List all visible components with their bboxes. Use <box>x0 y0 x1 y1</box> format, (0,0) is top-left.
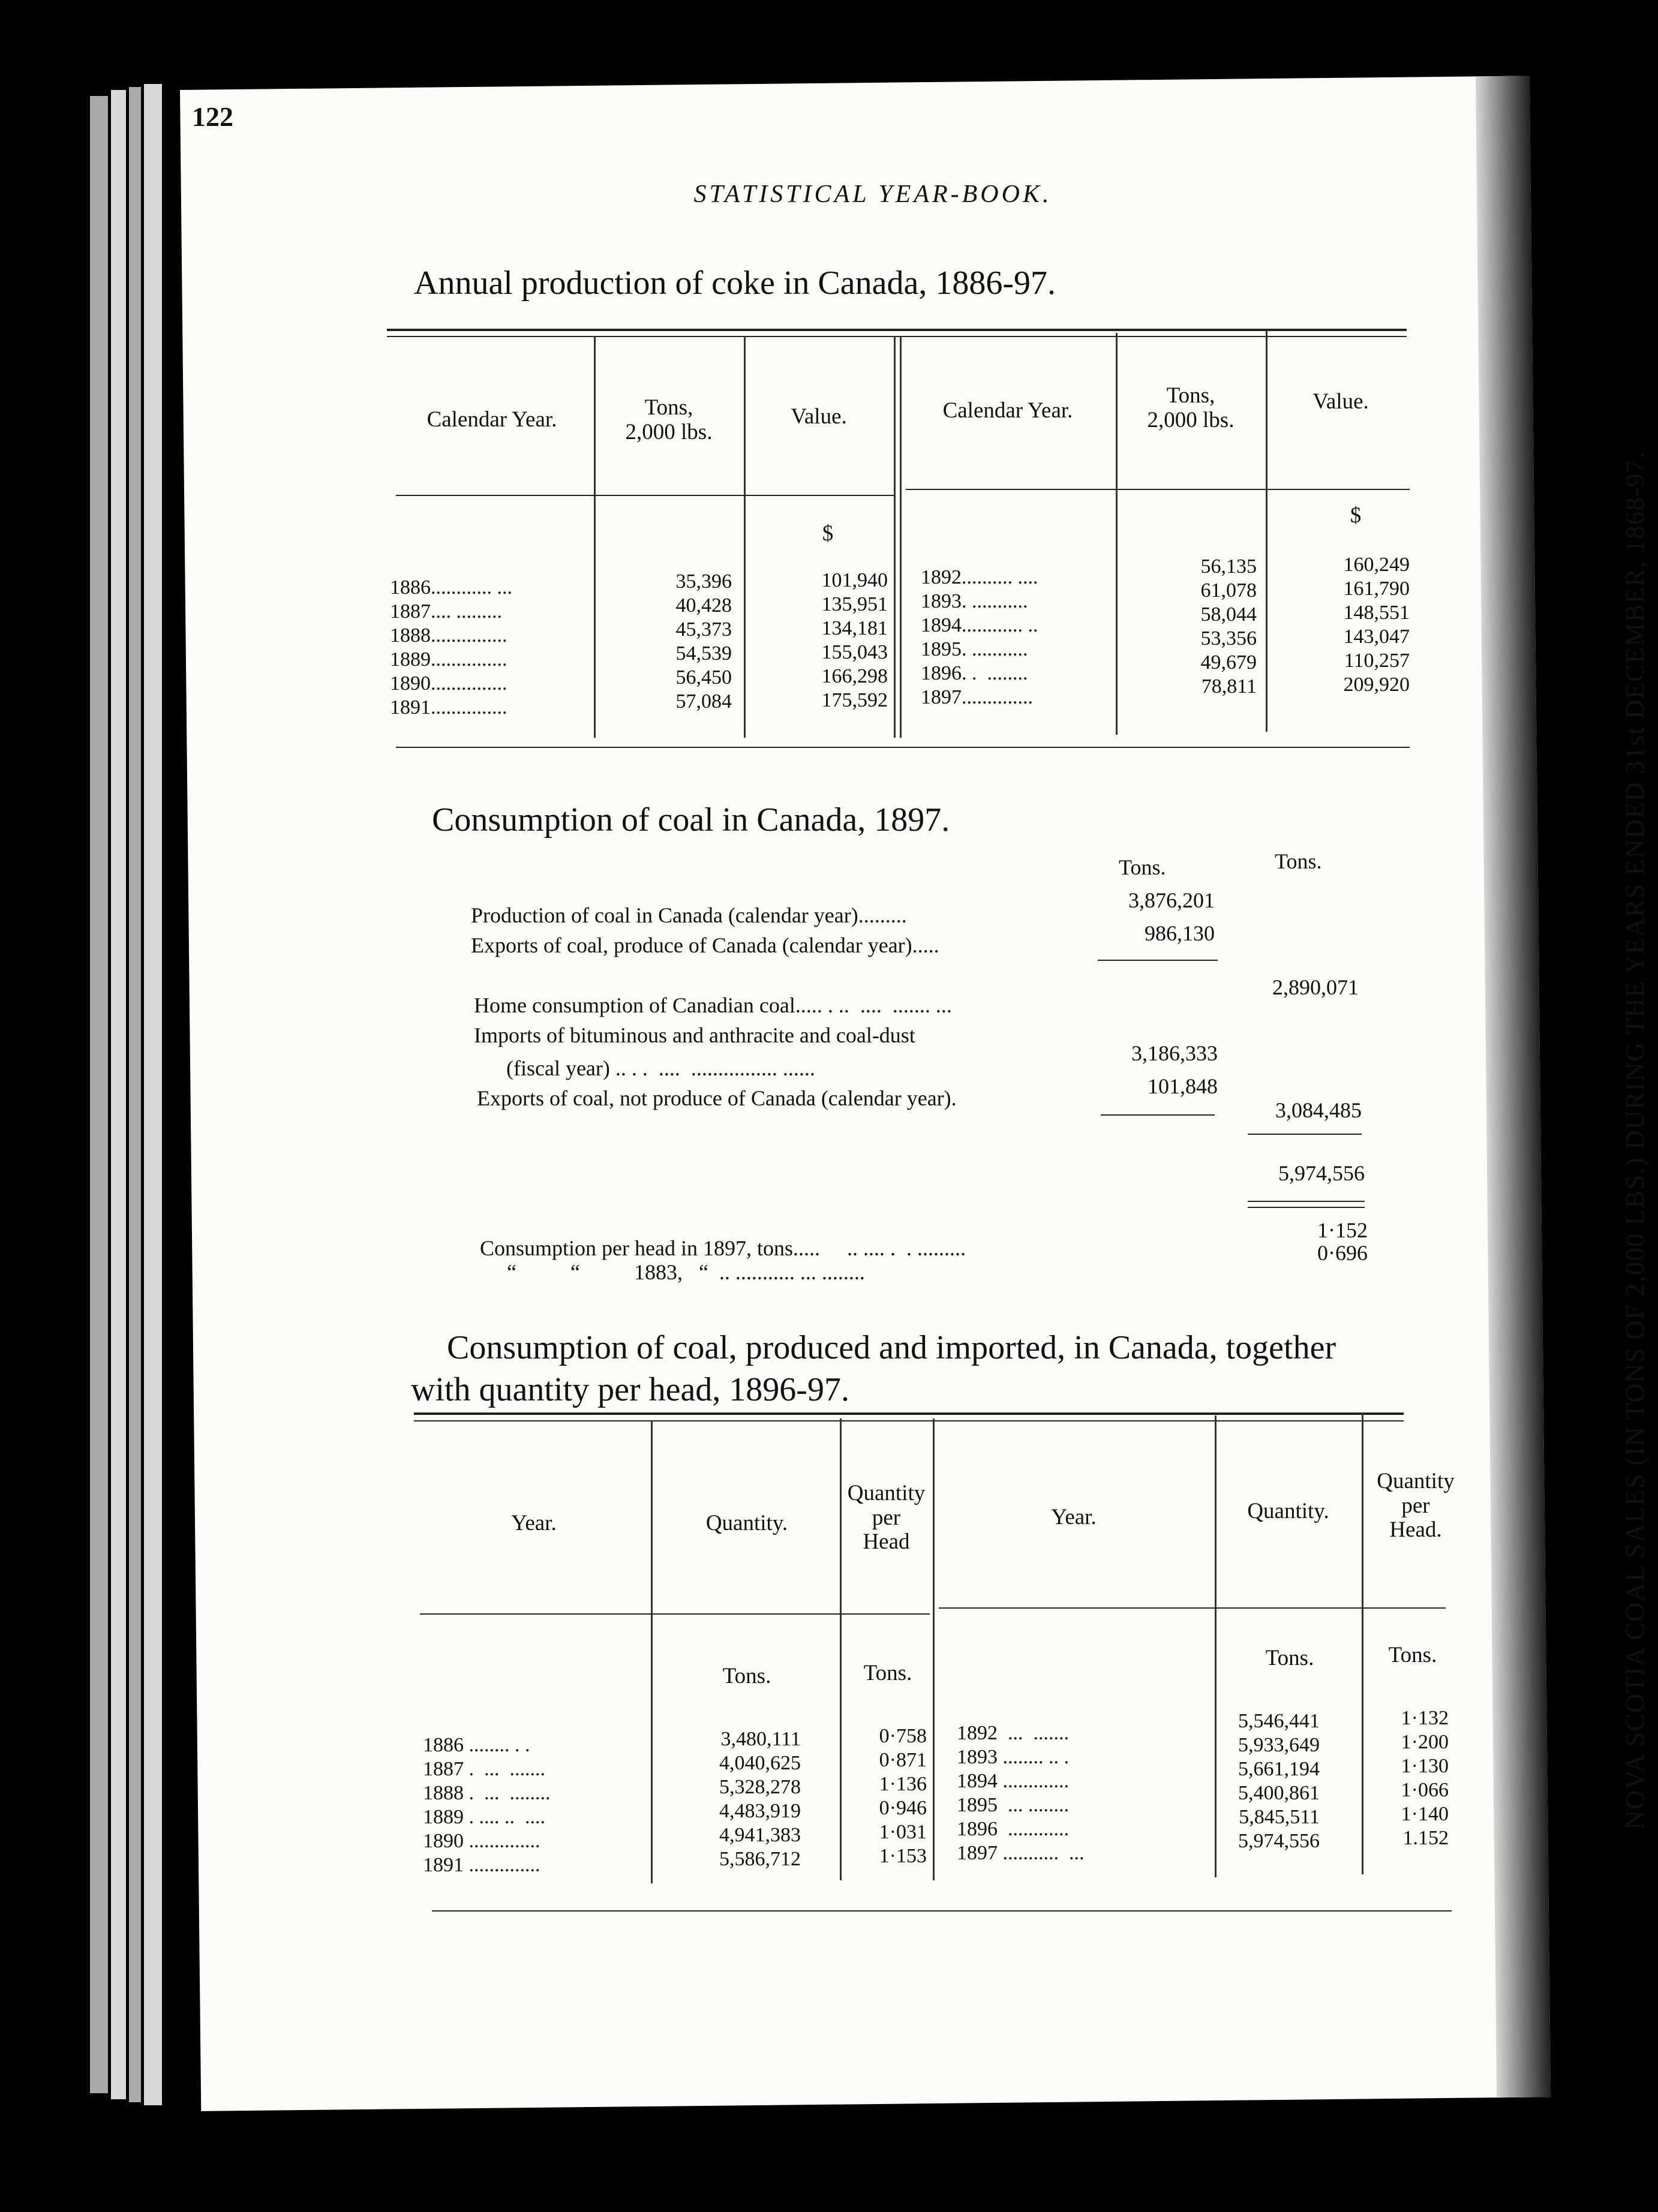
consumption-right-quantity: 5,546,441 5,933,649 5,661,194 5,400,861 5,845,511 5,974,556 <box>1238 1710 1320 1852</box>
consumption-left-years: 1886 ........ . . 1887 . ... ....... 1888 . ... ........ 1889 . .... .. .... 1890 .............. 1891 .............. <box>423 1734 551 1876</box>
coke-header-tons-2: Tons, 2,000 lbs. <box>1147 383 1235 432</box>
consumption-left-quantity: 3,480,111 4,040,625 5,328,278 4,483,919 4,941,383 5,586,712 <box>719 1728 801 1870</box>
per-head-1897-value: 1·152 <box>1317 1218 1368 1242</box>
consumption-right-per-head: 1·132 1·200 1·130 1·066 1·140 1.152 <box>1401 1707 1449 1849</box>
consumption-col-divider <box>651 1421 653 1883</box>
coke-table-bottom-rule <box>396 747 1410 748</box>
page-stack-edge <box>129 87 141 2102</box>
consumption-col-divider <box>1215 1415 1217 1877</box>
coke-header-rule <box>396 495 894 496</box>
consumption-row-label: Exports of coal, not produce of Canada (calendar year). <box>477 1086 957 1110</box>
consumption-header-year: Year. <box>511 1511 557 1535</box>
consumption-row-value: 3,186,333 <box>1131 1041 1218 1065</box>
consumption-unit-tons: Tons. <box>722 1664 771 1688</box>
consumption-header-quantity-2: Quantity. <box>1247 1499 1329 1523</box>
running-title: STATISTICAL YEAR-BOOK. <box>693 181 1052 208</box>
consumption-unit-tons-2: Tons. <box>1388 1643 1437 1667</box>
coke-left-years: 1886............ ... 1887.... ......... 1888............... 1889............... 1890............... 1891............... <box>390 576 512 719</box>
consumption-total-rule <box>1248 1134 1362 1135</box>
consumption-header-rule <box>939 1607 1446 1609</box>
consumption-row-label: (fiscal year) .. . . .... ................ ...... <box>474 1056 815 1080</box>
coke-header-value: Value. <box>791 404 847 429</box>
per-head-1897-label: Consumption per head in 1897, tons..... .. .... . . ......... <box>480 1236 966 1260</box>
consumption-header-quantity: Quantity. <box>705 1511 788 1535</box>
coke-left-tons: 35,396 40,428 45,373 54,539 56,450 57,084 <box>675 570 732 713</box>
consumption-row-label: Exports of coal, produce of Canada (calendar year)..... <box>471 933 939 957</box>
coke-col-divider <box>894 336 896 738</box>
coke-col-divider <box>900 336 902 738</box>
consumption-total-value: 5,974,556 <box>1278 1161 1365 1185</box>
consumption-row-value: 2,890,071 <box>1272 975 1359 999</box>
consumption-row-label: Imports of bituminous and anthracite and coal-dust <box>474 1023 915 1047</box>
consumption-left-per-head: 0·758 0·871 1·136 0·946 1·031 1·153 <box>879 1725 927 1867</box>
page-gutter-shadow <box>1476 76 1551 2097</box>
consumption-1897-title: Consumption of coal in Canada, 1897. <box>432 801 950 838</box>
consumption-col-tons-2: Tons. <box>1275 849 1322 873</box>
per-head-1883-label: “ “ 1883, “ .. ........... ... ........ <box>480 1260 865 1284</box>
consumption-subtotal-rule <box>1101 1114 1215 1116</box>
consumption-header-per-head: Quantity per Head <box>847 1481 926 1555</box>
coke-header-value-2: Value. <box>1312 389 1369 414</box>
coke-header-rule <box>906 489 1410 490</box>
consumption-table-title-line1: Consumption of coal, produced and imported, in Canada, together <box>447 1329 1336 1366</box>
consumption-row-label: Home consumption of Canadian coal..... . .. .... ....... ... <box>474 993 952 1017</box>
consumption-table-bottom-rule <box>432 1910 1452 1912</box>
page-number: 122 <box>192 101 233 132</box>
consumption-subtotal-rule <box>1098 960 1218 961</box>
consumption-row-value: 3,084,485 <box>1275 1098 1362 1122</box>
page-stack-edge <box>90 96 108 2093</box>
coke-header-year: Calendar Year. <box>426 407 557 432</box>
coke-dollar-unit: $ <box>822 521 834 546</box>
consumption-table-top-rule <box>414 1412 1404 1415</box>
consumption-row-label: Production of coal in Canada (calendar year)......... <box>471 903 907 927</box>
coke-col-divider <box>594 336 596 738</box>
coke-right-values: 160,249 161,790 148,551 143,047 110,257 209,920 <box>1343 554 1410 696</box>
consumption-col-divider <box>933 1418 935 1880</box>
coke-right-tons: 56,135 61,078 58,044 53,356 49,679 78,811 <box>1200 555 1257 698</box>
consumption-header-per-head-2: Quantity per Head. <box>1377 1469 1455 1543</box>
consumption-header-year-2: Year. <box>1051 1505 1097 1529</box>
consumption-total-double-rule <box>1248 1207 1365 1208</box>
consumption-unit-tons-2: Tons. <box>1265 1646 1314 1670</box>
consumption-row-value: 986,130 <box>1145 921 1215 945</box>
page-stack-edge <box>111 90 126 2099</box>
coke-header-tons: Tons, 2,000 lbs. <box>625 395 713 444</box>
consumption-header-rule <box>420 1613 930 1615</box>
coke-dollar-unit-2: $ <box>1350 503 1362 528</box>
consumption-row-value: 3,876,201 <box>1128 888 1215 912</box>
consumption-table-title-line2: with quantity per head, 1896-97. <box>411 1371 849 1408</box>
coke-table-top-rule <box>387 336 1407 337</box>
coke-col-divider <box>1116 333 1118 735</box>
consumption-row-value: 101,848 <box>1148 1074 1218 1098</box>
consumption-col-divider <box>1362 1412 1363 1874</box>
page-stack-edge <box>144 84 162 2105</box>
coke-col-divider <box>1266 330 1267 732</box>
coke-left-values: 101,940 135,951 134,181 155,043 166,298 175,592 <box>821 569 888 711</box>
consumption-unit-tons: Tons. <box>863 1661 912 1685</box>
consumption-table-top-rule <box>414 1420 1404 1421</box>
coke-table-top-rule <box>387 329 1407 331</box>
per-head-1883-value: 0·696 <box>1317 1241 1368 1265</box>
coke-col-divider <box>744 336 746 738</box>
coke-right-years: 1892.......... .... 1893. ........... 1894............ .. 1895. ........... 1896. . ........ 1897.............. <box>921 566 1038 708</box>
coke-table-title: Annual production of coke in Canada, 1886-97. <box>414 265 1056 302</box>
consumption-right-years: 1892 ... ....... 1893 ........ .. . 1894 ............. 1895 ... ........ 1896 ............ 1897 ........... ... <box>957 1722 1085 1864</box>
consumption-total-double-rule <box>1248 1201 1365 1202</box>
side-title-rotated: NOVA SCOTIA COAL SALES (IN TONS OF 2,000 LBS.) DURING THE YEARS ENDED 31st DECEMBER, 1868-97. <box>1620 451 1650 1829</box>
consumption-col-divider <box>840 1418 842 1880</box>
consumption-col-tons-1: Tons. <box>1119 855 1166 879</box>
coke-header-year-2: Calendar Year. <box>942 398 1073 423</box>
